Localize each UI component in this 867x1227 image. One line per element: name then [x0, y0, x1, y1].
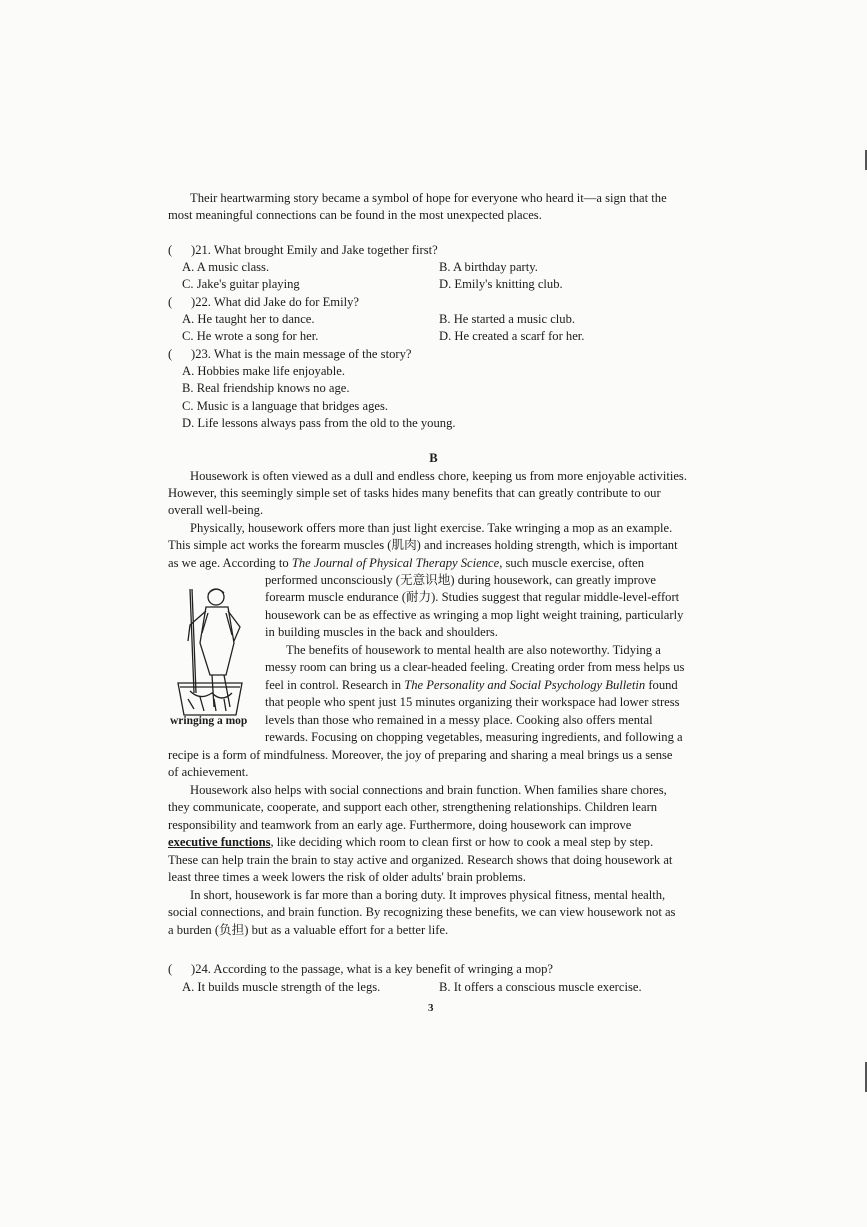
wringing-mop-illustration	[170, 583, 260, 723]
intro-line-2: most meaningful connections can be found in the most unexpected places.	[168, 208, 542, 222]
p1-line-2: However, this seemingly simple set of tasks hides many benefits that can greatly contribute to our	[168, 486, 661, 500]
question-21-bracket: (	[168, 243, 173, 257]
p2-wrap-2: forearm muscle endurance (耐力). Studies suggest that regular middle-level-effort	[265, 590, 680, 604]
p5-line-3: a burden (负担) but as a valuable effort for a better life.	[168, 923, 449, 937]
question-21-option-c: C. Jake's guitar playing	[182, 277, 300, 291]
p2-wrap-1: performed unconsciously (无意识地) during housework, can greatly improve	[265, 573, 657, 587]
question-23-option-b: B. Real friendship knows no age.	[182, 381, 350, 395]
question-21-option-a: A. A music class.	[182, 260, 270, 274]
p3-line-5: levels than those who remained in a messy place. Cooking also offers mental	[265, 713, 653, 727]
question-23-stem: )23. What is the main message of the story?	[191, 347, 412, 361]
p3-line-3-end: found	[645, 678, 678, 692]
p2-line-3-start: as we age. According to	[168, 556, 292, 570]
question-21-option-d: D. Emily's knitting club.	[439, 277, 563, 291]
question-22-stem: )22. What did Jake do for Emily?	[191, 295, 359, 309]
p2-line-1: Physically, housework offers more than just light exercise. Take wringing a mop as an example.	[190, 521, 673, 535]
p3-line-4: that people who spent just 15 minutes organizing their workspace had lower stress	[265, 695, 680, 709]
p3-line-1: The benefits of housework to mental health are also noteworthy. Tidying a	[286, 643, 661, 657]
question-23-bracket: (	[168, 347, 173, 361]
question-22-option-c: C. He wrote a song for her.	[182, 329, 319, 343]
p2-wrap-3: housework can be as effective as wringing a mop light weight training, particularly	[265, 608, 684, 622]
figure-caption: wringing a mop	[170, 715, 248, 727]
question-22-bracket: (	[168, 295, 173, 309]
p3-line-3	[265, 677, 678, 695]
p3-line-8: of achievement.	[168, 765, 249, 779]
journal-title: The Journal of Physical Therapy Science	[291, 556, 500, 570]
p4-line-6: least three times a week lowers the risk of older adults' brain problems.	[168, 870, 526, 884]
p4-line-4-rest: , like deciding which room to clean first or how to cook a meal step by step.	[270, 835, 654, 849]
p2-wrap-4: in building muscles in the back and shoulders.	[265, 625, 498, 639]
page-number: 3	[428, 1002, 434, 1014]
p5-line-1: In short, housework is far more than a boring duty. It improves physical fitness, mental health,	[190, 888, 666, 902]
question-23-option-a: A. Hobbies make life enjoyable.	[182, 364, 345, 378]
question-24-bracket: (	[168, 962, 173, 976]
p3-line-6: rewards. Focusing on chopping vegetables, measuring ingredients, and following a	[265, 730, 683, 744]
question-24-option-b: B. It offers a conscious muscle exercise.	[439, 980, 642, 994]
section-heading-b: B	[429, 451, 438, 465]
p2-line-3-end: , such muscle exercise, often	[499, 556, 644, 570]
p1-line-1: Housework is often viewed as a dull and endless chore, keeping us from more enjoyable activities.	[190, 469, 687, 483]
question-21-stem: )21. What brought Emily and Jake together first?	[191, 243, 438, 257]
question-22-option-b: B. He started a music club.	[439, 312, 576, 326]
question-23-option-c: C. Music is a language that bridges ages.	[182, 399, 389, 413]
executive-functions-term: executive functions	[168, 835, 271, 849]
p3-line-2: messy room can bring us a clear-headed feeling. Creating order from mess helps us	[265, 660, 685, 674]
p2-line-2: This simple act works the forearm muscles (肌肉) and increases holding strength, which is important	[168, 538, 678, 552]
p3-line-7: recipe is a form of mindfulness. Moreover, the joy of preparing and sharing a meal brings us a sense	[168, 748, 673, 762]
p1-line-3: overall well-being.	[168, 503, 264, 517]
question-24-option-a: A. It builds muscle strength of the legs.	[182, 980, 381, 994]
p4-line-5: These can help train the brain to stay active and organized. Research shows that doing housework at	[168, 853, 673, 867]
p4-line-4	[168, 834, 653, 852]
p2-line-3	[168, 555, 644, 573]
question-21-option-b: B. A birthday party.	[439, 260, 538, 274]
bulletin-title: The Personality and Social Psychology Bulletin	[404, 678, 646, 692]
question-24-stem: )24. According to the passage, what is a key benefit of wringing a mop?	[191, 962, 553, 976]
p3-line-3-start: feel in control. Research in	[265, 678, 405, 692]
p5-line-2: social connections, and brain function. By recognizing these benefits, we can view housework not as	[168, 905, 676, 919]
p4-line-2: they communicate, cooperate, and support each other, strengthening relationships. Children learn	[168, 800, 658, 814]
p4-line-1: Housework also helps with social connections and brain function. When families share chores,	[190, 783, 667, 797]
p4-line-3: responsibility and teamwork from an early age. Furthermore, doing housework can improve	[168, 818, 632, 832]
question-22-option-d: D. He created a scarf for her.	[439, 329, 585, 343]
question-23-option-d: D. Life lessons always pass from the old to the young.	[182, 416, 456, 430]
intro-line-1: Their heartwarming story became a symbol of hope for everyone who heard it—a sign that the	[190, 191, 667, 205]
question-22-option-a: A. He taught her to dance.	[182, 312, 315, 326]
